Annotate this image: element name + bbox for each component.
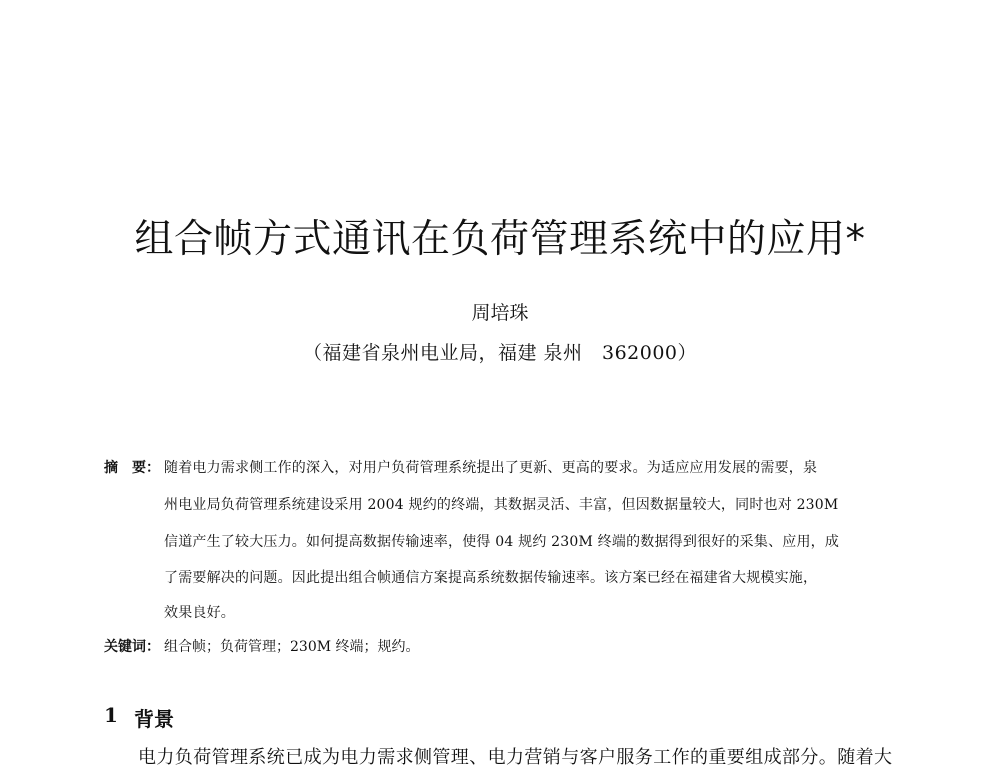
abstract-label: 摘 要： — [104, 460, 160, 476]
section-number: 1 — [104, 703, 118, 727]
abstract-line: 了需要解决的问题。因此提出组合帧通信方案提高系统数据传输速率。该方案已经在福建省大规模实施， — [164, 570, 818, 586]
keywords-label: 关键词： — [104, 639, 160, 655]
author-affiliation: （福建省泉州电业局，福建 泉州 362000） — [302, 342, 698, 364]
abstract-line: 效果良好。 — [164, 605, 235, 621]
body-paragraph-line: 电力负荷管理系统已成为电力需求侧管理、电力营销与客户服务工作的重要组成部分。随着大 — [138, 747, 893, 768]
section-title: 背景 — [134, 707, 174, 731]
abstract-line: 州电业局负荷管理系统建设采用 2004 规约的终端，其数据灵活、丰富，但因数据量较大，同时也对 230M — [164, 497, 839, 513]
paper-title: 组合帧方式通讯在负荷管理系统中的应用* — [134, 217, 866, 262]
abstract-line: 信道产生了较大压力。如何提高数据传输速率，使得 04 规约 230M 终端的数据得到很好的采集、应用，成 — [164, 534, 840, 550]
abstract-line: 随着电力需求侧工作的深入，对用户负荷管理系统提出了更新、更高的要求。为适应应用发展的需要，泉 — [164, 460, 818, 476]
author-name: 周培珠 — [471, 302, 529, 324]
keywords-text: 组合帧；负荷管理；230M 终端；规约。 — [164, 639, 420, 655]
